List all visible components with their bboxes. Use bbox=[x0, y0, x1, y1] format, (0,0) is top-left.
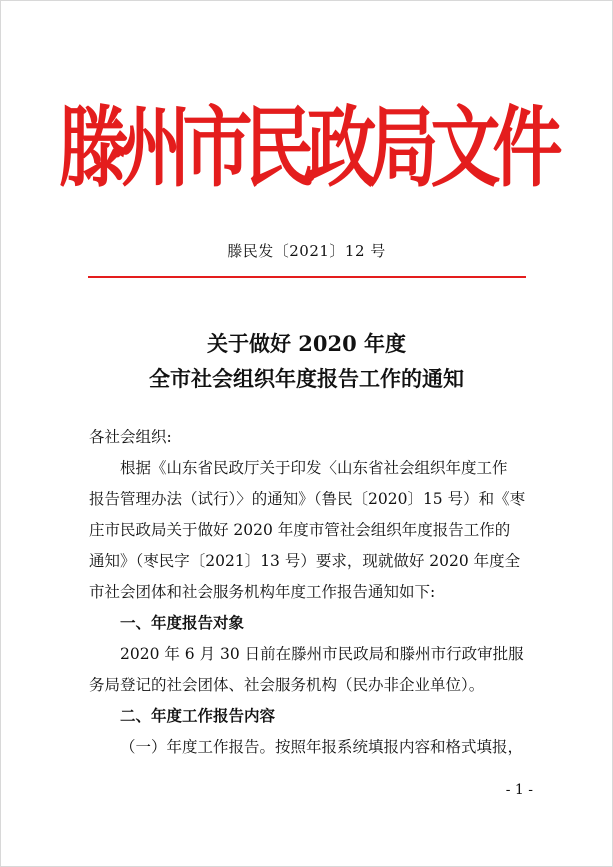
paragraph-line: 务局登记的社会团体、社会服务机构（民办非企业单位）。 bbox=[89, 676, 485, 694]
paragraph-line: 根据《山东省民政厅关于印发〈山东省社会组织年度工作 bbox=[120, 459, 508, 477]
document-number: 滕民发〔2021〕12 号 bbox=[227, 242, 386, 260]
document-header-title: 滕州市民政局文件 bbox=[58, 95, 555, 200]
paragraph-line: 2020 年 6 月 30 日前在滕州市民政局和滕州市行政审批服 bbox=[120, 645, 524, 663]
paragraph-line: 庄市民政局关于做好 2020 年度市管社会组织年度报告工作的 bbox=[89, 521, 511, 539]
section-heading-2: 二、年度工作报告内容 bbox=[120, 707, 276, 725]
notice-title-line-1: 关于做好 2020 年度 bbox=[206, 331, 407, 356]
page-number: - 1 - bbox=[505, 782, 533, 798]
salutation: 各社会组织: bbox=[89, 428, 172, 446]
section-heading-1: 一、年度报告对象 bbox=[120, 614, 245, 632]
header-red-rule bbox=[88, 276, 526, 278]
notice-title-line-2: 全市社会组织年度报告工作的通知 bbox=[149, 366, 464, 391]
paragraph-line: 市社会团体和社会服务机构年度工作报告通知如下: bbox=[89, 583, 436, 601]
paragraph-line: 通知》（枣民字〔2021〕13 号）要求，现就做好 2020 年度全 bbox=[89, 552, 521, 570]
paragraph-line: （一）年度工作报告。按照年报系统填报内容和格式填报， bbox=[120, 738, 524, 756]
paragraph-line: 报告管理办法（试行）〉的通知》（鲁民〔2020〕15 号）和《枣 bbox=[89, 490, 526, 508]
